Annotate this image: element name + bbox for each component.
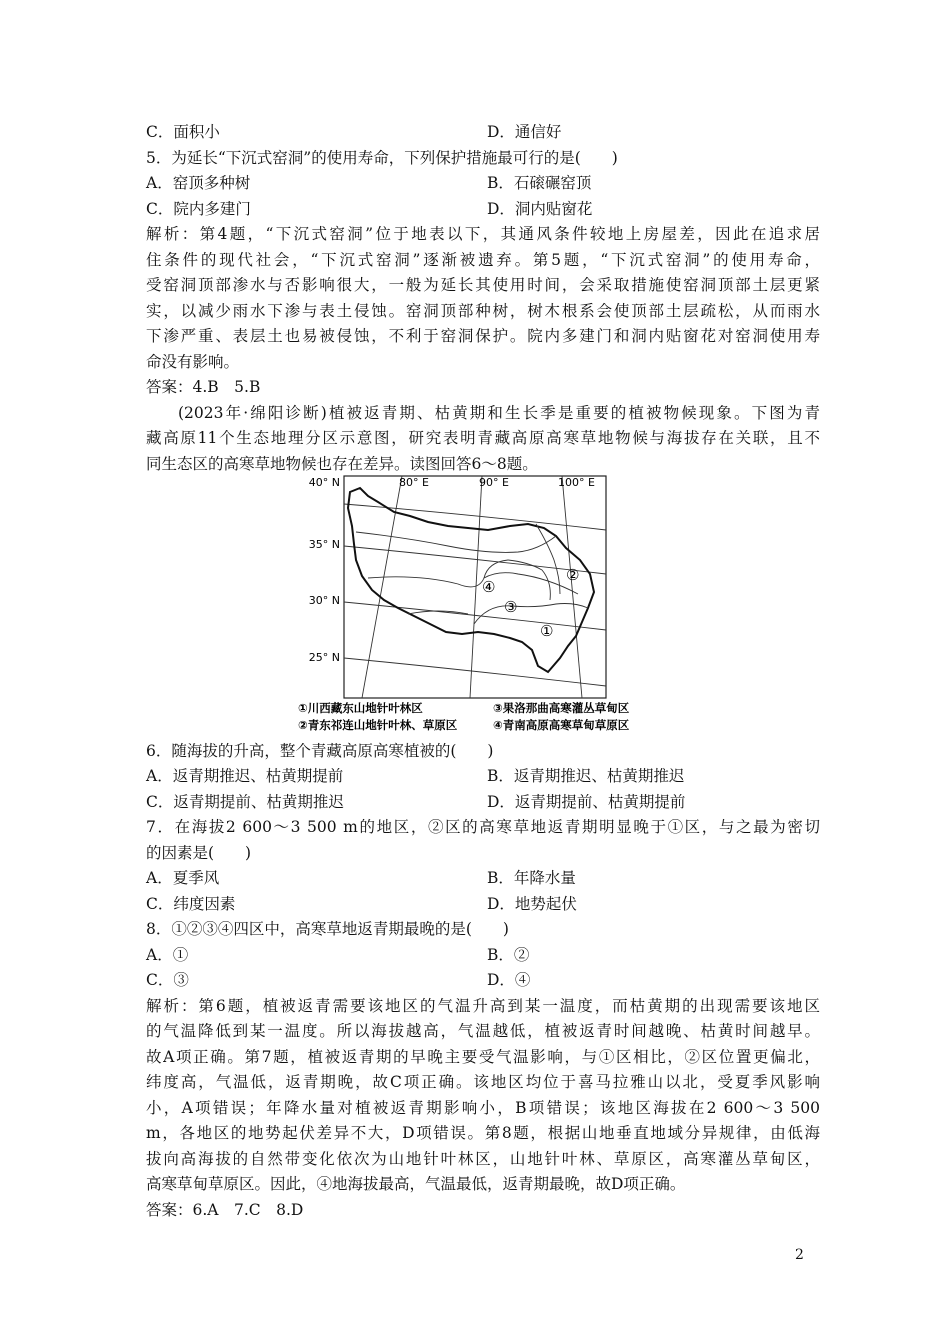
q6-option-d: D．返青期提前、枯黄期提前 xyxy=(487,793,686,811)
intro-line: 同生态区的高寒草地物候也存在差异。读图回答6～8题。 xyxy=(146,455,538,473)
analysis1-line: 实，以减少雨水下渗与表土侵蚀。窑洞顶部种树，树木根系会使顶部土层疏松，从而雨水 xyxy=(146,302,820,320)
q6-option-c: C．返青期提前、枯黄期推迟 xyxy=(146,793,344,811)
region-mark: ② xyxy=(566,566,580,584)
answer-line: 答案：6.A 7.C 8.D xyxy=(146,1201,304,1219)
q8-option-a: A．① xyxy=(146,946,189,964)
zone-boundary xyxy=(356,532,556,552)
q7-option-a: A．夏季风 xyxy=(146,869,220,887)
q6-option-a: A．返青期推迟、枯黄期提前 xyxy=(146,767,344,785)
map-legend-item: ④青南高原高寒草甸草原区 xyxy=(493,718,630,732)
analysis2-line: 高寒草甸草原区。因此，④地海拔最高，气温最低，返青期最晚，故D项正确。 xyxy=(146,1175,686,1193)
analysis1-line: 解析：第4题，“下沉式窑洞”位于地表以下，其通风条件较地上房屋差，因此在追求居 xyxy=(146,225,820,243)
analysis1-line: 住条件的现代社会，“下沉式窑洞”逐渐被遗弃。第5题，“下沉式窑洞”的使用寿命， xyxy=(146,251,820,269)
map-frame xyxy=(344,476,606,698)
q8-option-d: D．④ xyxy=(487,971,531,989)
lat-label: 40° N xyxy=(308,476,340,489)
analysis2-line: 故A项正确。第7题，植被返青期的早晚主要受气温影响，与①区相比，②区位置更偏北， xyxy=(146,1048,820,1066)
q8-option-b: B．② xyxy=(487,946,530,964)
region-mark: ③ xyxy=(504,598,518,616)
tibetan-plateau-map xyxy=(298,474,658,740)
analysis1-line: 命没有影响。 xyxy=(146,353,240,371)
map-legend-item: ②青东祁连山地针叶林、草原区 xyxy=(298,718,458,732)
answer-line: 答案：4.B 5.B xyxy=(146,378,261,396)
q7-stem: 7．在海拔2 600～3 500 m的地区，②区的高寒草地返青期明显晚于①区，与之最为密切 xyxy=(146,818,820,836)
analysis2-line: 的气温降低到某一温度。所以海拔越高，气温越低，植被返青时间越晚、枯黄时间越早。 xyxy=(146,1022,820,1040)
lon-label: 80° E xyxy=(399,476,429,489)
latitude-line xyxy=(344,658,606,686)
lon-label: 90° E xyxy=(479,476,509,489)
q5-option-b: B．石磙碾窑顶 xyxy=(487,174,592,192)
lat-label: 25° N xyxy=(308,651,340,664)
lon-label: 100° E xyxy=(558,476,595,489)
analysis2-line: 小，A项错误；年降水量对植被返青期影响小，B项错误；该地区海拔在2 600～3 500 xyxy=(146,1099,820,1117)
q6-option-b: B．返青期推迟、枯黄期推迟 xyxy=(487,767,685,785)
analysis1-line: 下渗严重、表层土也易被侵蚀，不利于窑洞保护。院内多建门和洞内贴窗花对窑洞使用寿 xyxy=(146,327,820,345)
q7-option-c: C．纬度因素 xyxy=(146,895,236,913)
zone-boundary xyxy=(368,573,578,594)
analysis2-line: 拔向高海拔的自然带变化依次为山地针叶林区，山地针叶林、草原区，高寒灌丛草甸区， xyxy=(146,1150,820,1168)
map-legend-item: ①川西藏东山地针叶林区 xyxy=(298,701,423,715)
region-mark: ④ xyxy=(482,578,496,596)
map-legend-item: ③果洛那曲高寒灌丛草甸区 xyxy=(493,701,630,715)
q7-option-d: D．地势起伏 xyxy=(487,895,577,913)
q4-option-c: C．面积小 xyxy=(146,123,220,141)
lat-label: 30° N xyxy=(308,594,340,607)
region-mark: ① xyxy=(540,622,554,640)
q5-stem: 5．为延长“下沉式窑洞”的使用寿命，下列保护措施最可行的是( ) xyxy=(146,149,618,167)
q5-option-c: C．院内多建门 xyxy=(146,200,251,218)
intro-line: 藏高原11个生态地理分区示意图，研究表明青藏高原高寒草地物候与海拔存在关联，且不 xyxy=(146,429,820,447)
longitude-line xyxy=(562,476,582,698)
analysis2-line: 解析：第6题，植被返青需要该地区的气温升高到某一温度，而枯黄期的出现需要该地区 xyxy=(146,997,820,1015)
zone-boundary xyxy=(474,604,588,625)
q7-option-b: B．年降水量 xyxy=(487,869,576,887)
analysis2-line: m，各地区的地势起伏差异不大，D项错误。第8题，根据山地垂直地域分异规律，由低海 xyxy=(146,1124,820,1142)
q5-option-d: D．洞内贴窗花 xyxy=(487,200,593,218)
q5-option-a: A．窑顶多种树 xyxy=(146,174,251,192)
intro-line: (2023年·绵阳诊断)植被返青期、枯黄期和生长季是重要的植被物候现象。下图为青 xyxy=(178,404,820,422)
q6-stem: 6．随海拔的升高，整个青藏高原高寒植被的( ) xyxy=(146,742,494,760)
q8-option-c: C．③ xyxy=(146,971,189,989)
page-number: 2 xyxy=(795,1247,804,1263)
zone-boundary xyxy=(536,524,560,594)
q8-stem: 8．①②③④四区中，高寒草地返青期最晚的是( ) xyxy=(146,920,509,938)
longitude-line xyxy=(362,476,402,698)
analysis1-line: 受窑洞顶部渗水与否影响很大，一般为延长其使用时间，会采取措施使窑洞顶部土层更紧 xyxy=(146,276,820,294)
q4-option-d: D．通信好 xyxy=(487,123,562,141)
q7-stem: 的因素是( ) xyxy=(146,844,252,862)
lat-label: 35° N xyxy=(308,538,340,551)
analysis2-line: 纬度高，气温低，返青期晚，故C项正确。该地区均位于喜马拉雅山以北，受夏季风影响 xyxy=(146,1073,820,1091)
